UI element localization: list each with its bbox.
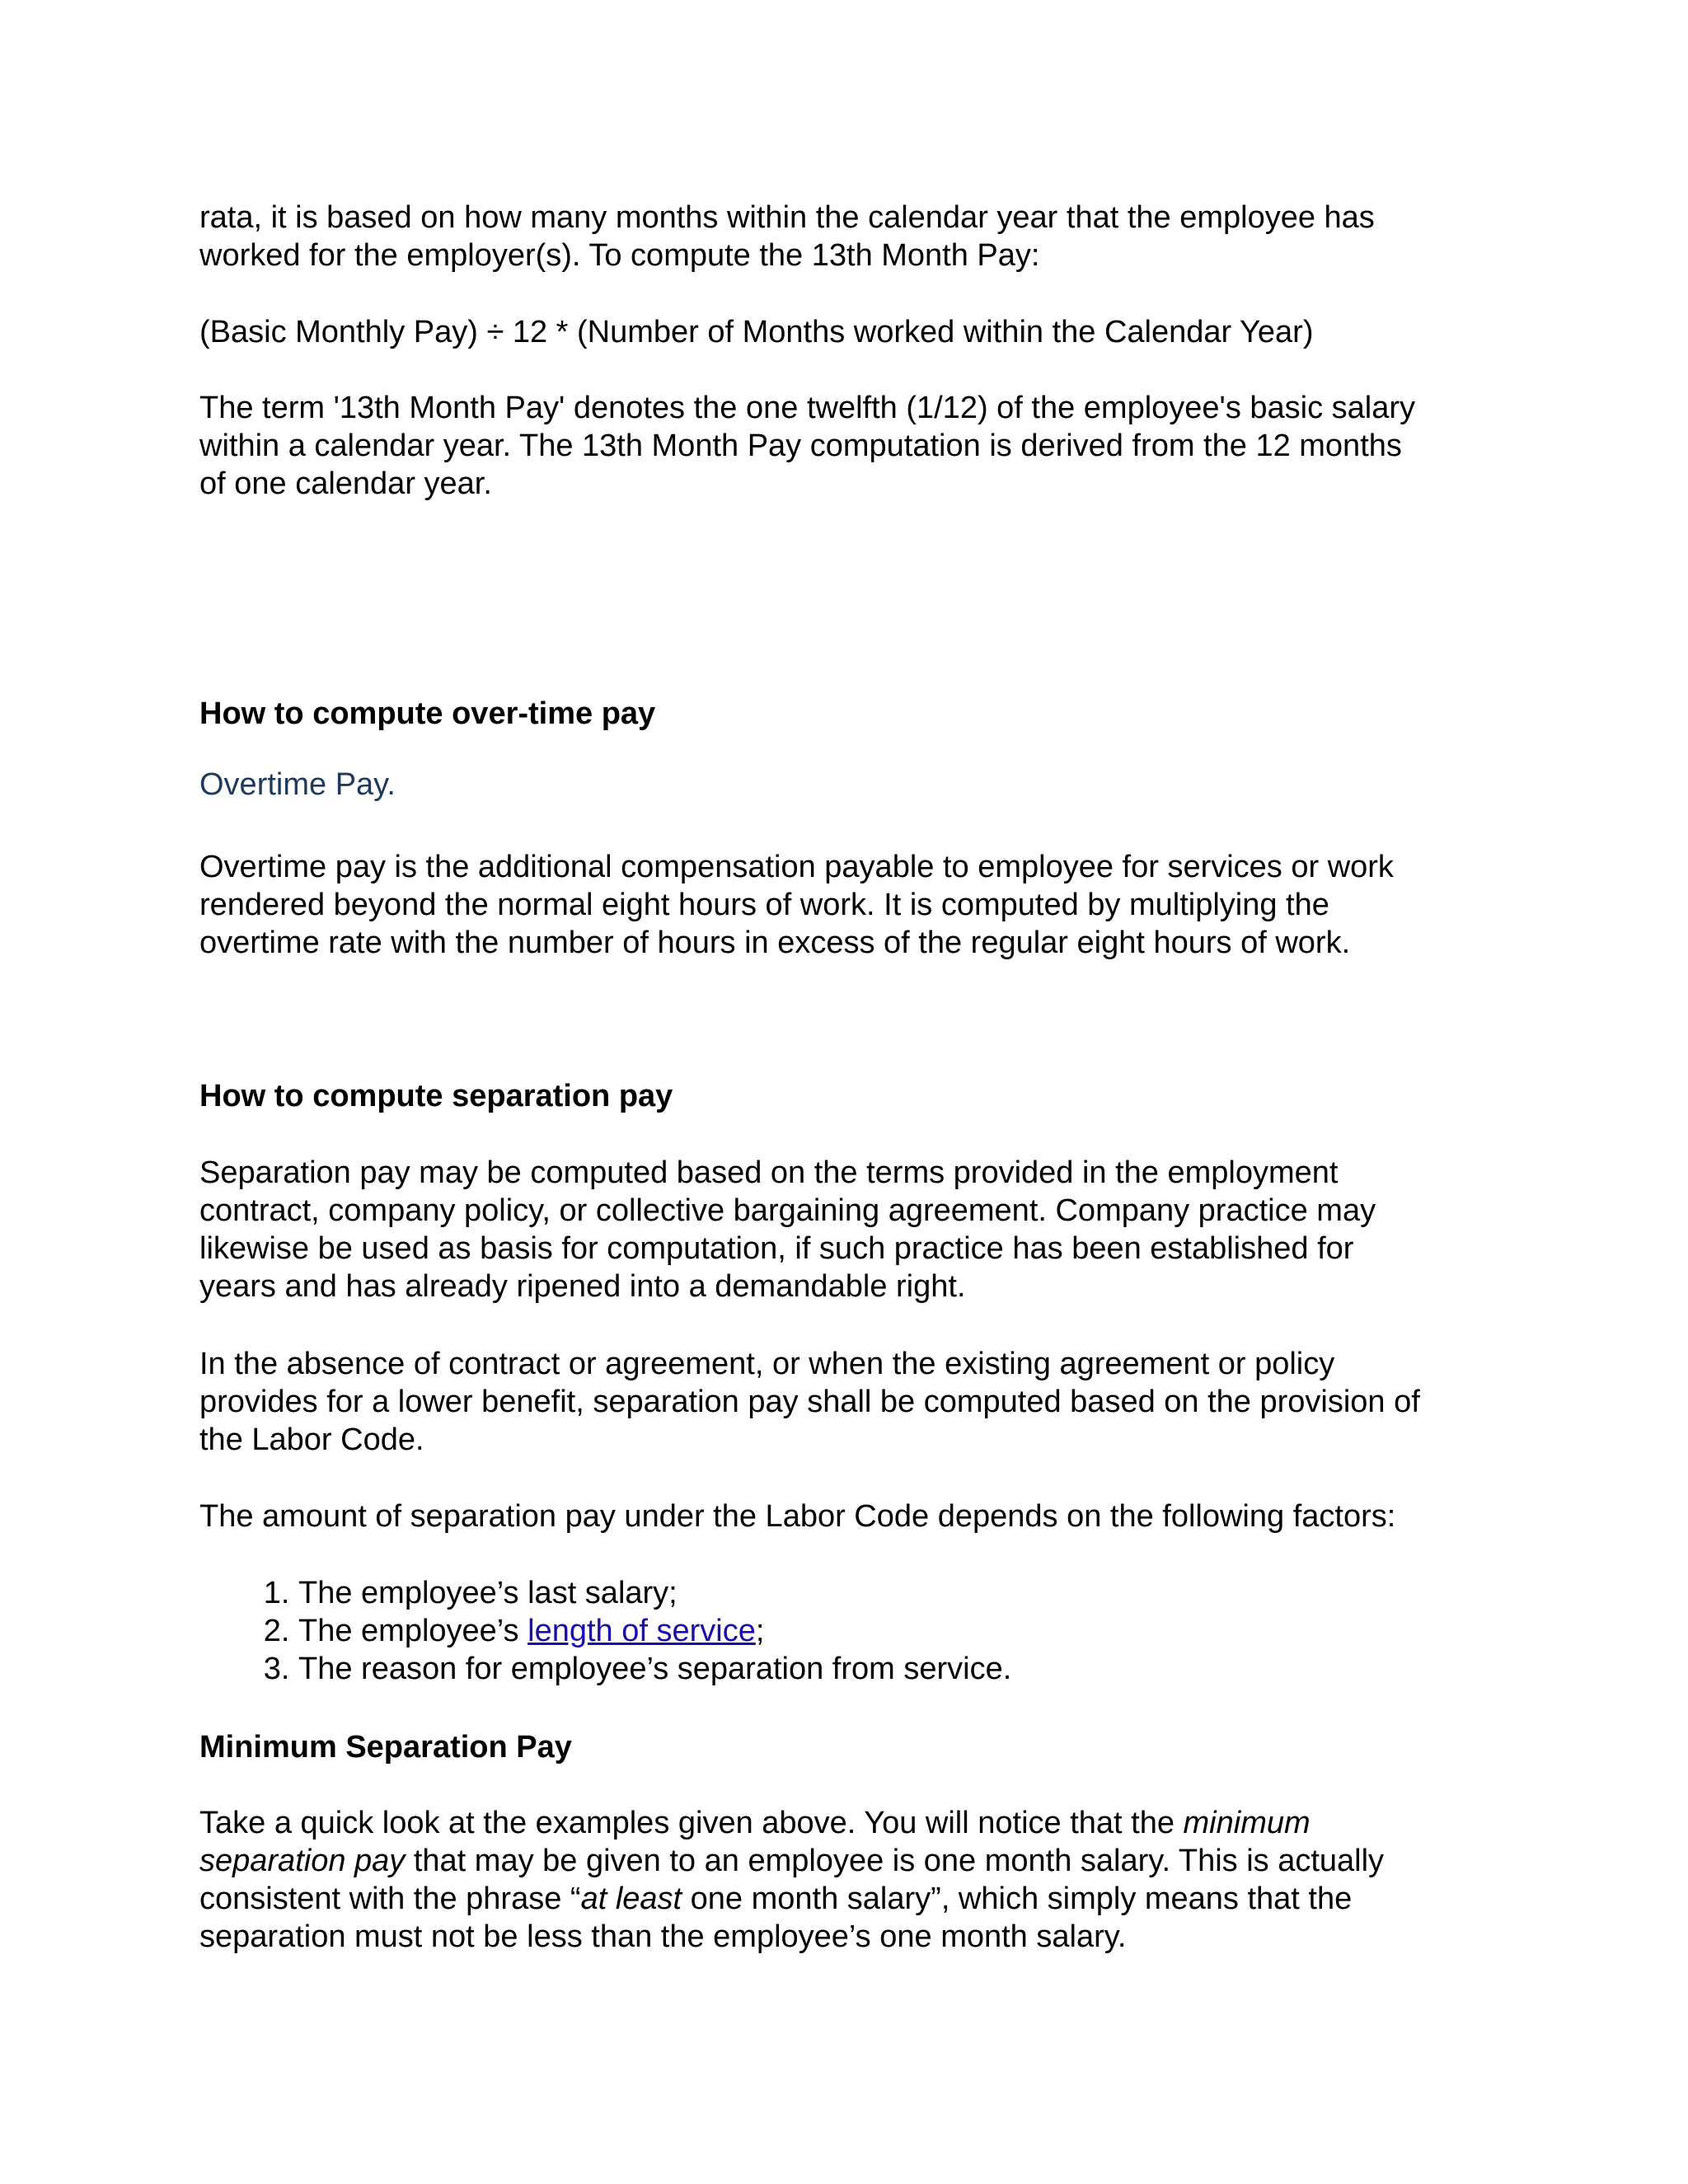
minimum-line-4: separation must not be less than the employee’s one month salary. xyxy=(199,1919,1127,1954)
definition-line-1: The term '13th Month Pay' denotes the one twelfth (1/12) of the employee's basic salary xyxy=(199,391,1416,425)
separation-paragraph-2 xyxy=(199,1345,1518,1459)
factor-3: The reason for employee’s separation from service. xyxy=(298,1652,1012,1686)
minimum-line-3b: one month salary”, which simply means that the xyxy=(682,1882,1353,1916)
intro-paragraph xyxy=(199,199,1518,274)
list-item xyxy=(298,1650,1617,1688)
overtime-subtitle: Overtime Pay. xyxy=(199,767,396,802)
separation-p1-line-1: Separation pay may be computed based on the terms provided in the employment xyxy=(199,1155,1339,1190)
factor-2-prefix: The employee’s xyxy=(298,1614,528,1648)
separation-p1-line-4: years and has already ripened into a demandable right. xyxy=(199,1269,966,1304)
list-item xyxy=(298,1612,1617,1650)
formula: (Basic Monthly Pay) ÷ 12 * (Number of Months worked within the Calendar Year) xyxy=(199,315,1314,349)
overtime-heading: How to compute over-time pay xyxy=(199,696,656,731)
factor-2-suffix: ; xyxy=(755,1614,765,1648)
separation-p2-line-1: In the absence of contract or agreement, or when the existing agreement or policy xyxy=(199,1347,1335,1381)
separation-p2-line-3: the Labor Code. xyxy=(199,1422,424,1457)
overtime-line-3: overtime rate with the number of hours in excess of the regular eight hours of work. xyxy=(199,926,1351,960)
list-item xyxy=(298,1574,1617,1612)
definition-paragraph xyxy=(199,389,1518,503)
minimum-line-3a: consistent with the phrase “ xyxy=(199,1882,581,1916)
separation-paragraph-3: The amount of separation pay under the Labor Code depends on the following factors: xyxy=(199,1499,1396,1534)
minimum-paragraph xyxy=(199,1804,1518,1956)
factors-list xyxy=(199,1574,1617,1688)
intro-line-2: worked for the employer(s). To compute the 13th Month Pay: xyxy=(199,238,1040,273)
overtime-paragraph xyxy=(199,848,1518,962)
definition-line-2: within a calendar year. The 13th Month Pay computation is derived from the 12 months xyxy=(199,429,1402,463)
minimum-line-2b: that may be given to an employee is one month salary. This is actually xyxy=(405,1844,1385,1878)
factor-1: The employee’s last salary; xyxy=(298,1576,678,1610)
definition-line-3: of one calendar year. xyxy=(199,466,492,501)
overtime-line-1: Overtime pay is the additional compensation payable to employee for services or work xyxy=(199,850,1394,884)
separation-p2-line-2: provides for a lower benefit, separation pay shall be computed based on the provision of xyxy=(199,1385,1420,1419)
intro-line-1: rata, it is based on how many months within the calendar year that the employee has xyxy=(199,200,1375,235)
overtime-line-2: rendered beyond the normal eight hours of work. It is computed by multiplying the xyxy=(199,888,1329,922)
minimum-line-1a: Take a quick look at the examples given above. You will notice that the xyxy=(199,1806,1184,1840)
separation-p1-line-2: contract, company policy, or collective bargaining agreement. Company practice may xyxy=(199,1193,1376,1228)
separation-paragraph-1 xyxy=(199,1154,1518,1305)
length-of-service-link[interactable]: length of service xyxy=(528,1614,756,1648)
minimum-heading: Minimum Separation Pay xyxy=(199,1730,572,1765)
separation-p1-line-3: likewise be used as basis for computation, if such practice has been established for xyxy=(199,1231,1354,1266)
minimum-line-3-em: at least xyxy=(580,1882,682,1916)
separation-heading: How to compute separation pay xyxy=(199,1079,673,1113)
minimum-line-1-em: minimum xyxy=(1183,1806,1311,1840)
minimum-line-2-em: separation pay xyxy=(199,1844,406,1878)
